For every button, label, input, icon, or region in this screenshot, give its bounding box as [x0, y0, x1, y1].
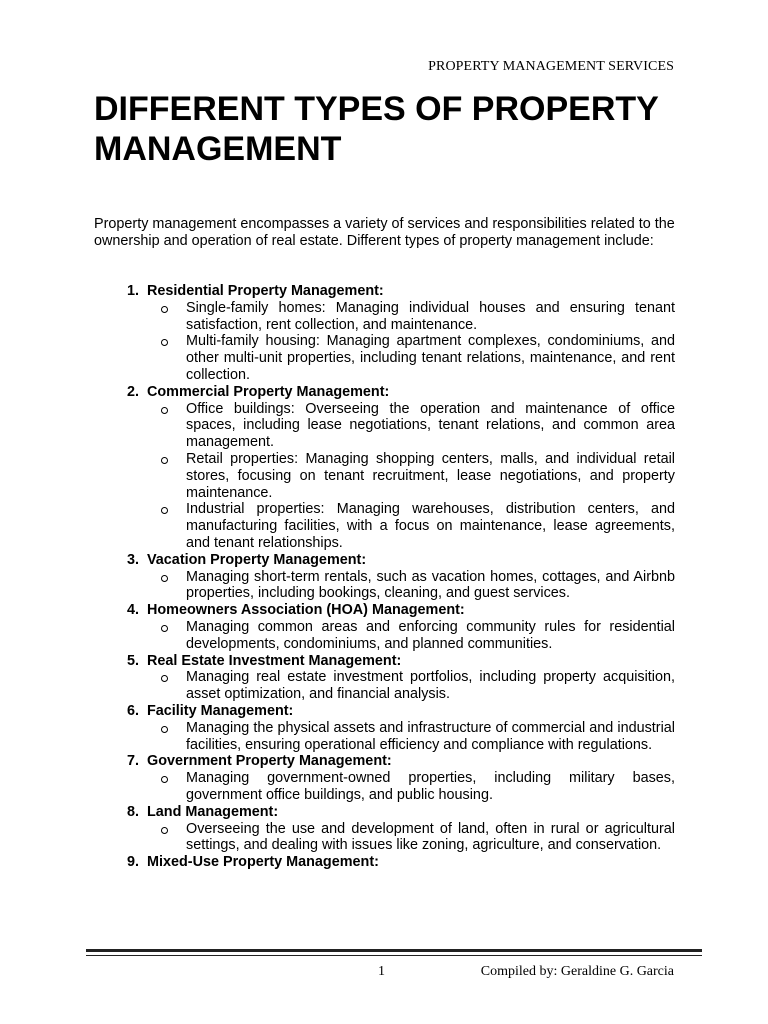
sublist-text: Single-family homes: Managing individual houses and ensuring tenant satisfaction, rent collection, and maintenance.	[186, 299, 675, 333]
section-number: 7.	[126, 753, 139, 770]
circle-bullet-icon	[94, 821, 186, 855]
section-label: Land Management:	[147, 803, 279, 820]
circle-bullet-icon	[94, 333, 186, 383]
section-sublist	[94, 401, 675, 552]
section-label: Homeowners Association (HOA) Management:	[147, 602, 465, 619]
spacer	[139, 653, 147, 670]
section-heading	[94, 384, 675, 401]
section-label: Vacation Property Management:	[147, 551, 367, 568]
section-sublist	[94, 619, 675, 653]
spacer	[139, 804, 147, 821]
section-heading	[94, 854, 675, 871]
circle-bullet-icon	[94, 619, 186, 653]
sublist-item	[94, 300, 675, 334]
section-sublist	[94, 770, 675, 804]
sublist-item	[94, 333, 675, 383]
page-number: 1	[378, 964, 385, 979]
spacer	[139, 703, 147, 720]
sublist-text: Overseeing the use and development of land, often in rural or agricultural settings, and dealing with issues like zoning, agriculture, and conservation.	[186, 820, 675, 854]
section-item	[94, 703, 675, 753]
section-number: 2.	[126, 383, 139, 400]
section-item	[94, 804, 675, 854]
circle-bullet-icon	[94, 569, 186, 603]
section-item	[94, 753, 675, 803]
sublist-text: Managing common areas and enforcing community rules for residential developments, condominiums, and planned communities.	[186, 618, 675, 652]
circle-bullet-icon	[94, 501, 186, 551]
page-title: DIFFERENT TYPES OF PROPERTY MANAGEMENT	[94, 90, 659, 168]
section-item	[94, 384, 675, 552]
section-label: Mixed-Use Property Management:	[147, 854, 379, 871]
section-heading	[94, 552, 675, 569]
section-label: Residential Property Management:	[147, 283, 384, 299]
section-label: Commercial Property Management:	[147, 383, 390, 400]
section-sublist	[94, 569, 675, 603]
spacer	[139, 753, 147, 770]
sublist-item	[94, 501, 675, 551]
footer-rule-thick	[86, 949, 702, 952]
section-item	[94, 602, 675, 652]
sublist-item	[94, 770, 675, 804]
sublist-item	[94, 401, 675, 451]
spacer	[139, 384, 147, 401]
section-number: 1.	[126, 283, 139, 299]
section-heading	[94, 283, 675, 300]
section-heading	[94, 804, 675, 821]
property-types-list	[94, 283, 675, 871]
section-number: 3.	[126, 551, 139, 568]
spacer	[139, 283, 147, 300]
section-item	[94, 854, 675, 871]
section-number: 4.	[126, 602, 139, 619]
sublist-text: Industrial properties: Managing warehouses, distribution centers, and manufacturing facilities, with a focus on maintenance, lease agreements, and tenant relationships.	[186, 501, 675, 551]
intro-paragraph: Property management encompasses a variety of services and responsibilities related to the ownership and operation of real estate. Different types of property management include:	[94, 216, 675, 249]
spacer	[139, 552, 147, 569]
section-label: Facility Management:	[147, 702, 294, 719]
circle-bullet-icon	[94, 401, 186, 451]
circle-bullet-icon	[94, 770, 186, 804]
section-number: 5.	[126, 652, 139, 669]
sublist-item	[94, 669, 675, 703]
sublist-item	[94, 569, 675, 603]
compiled-by: Compiled by: Geraldine G. Garcia	[480, 964, 674, 979]
section-sublist	[94, 669, 675, 703]
sublist-item	[94, 619, 675, 653]
section-sublist	[94, 821, 675, 855]
circle-bullet-icon	[94, 300, 186, 334]
section-heading	[94, 653, 675, 670]
spacer	[139, 854, 147, 871]
sublist-text: Managing the physical assets and infrastructure of commercial and industrial facilities, ensuring operational efficiency and compliance with regulations.	[186, 719, 675, 753]
sublist-text: Managing real estate investment portfolios, including property acquisition, asset optimization, and financial analysis.	[186, 669, 675, 703]
spacer	[139, 602, 147, 619]
section-item	[94, 552, 675, 602]
section-heading	[94, 602, 675, 619]
running-header: PROPERTY MANAGEMENT SERVICES	[428, 59, 674, 74]
circle-bullet-icon	[94, 451, 186, 501]
section-label: Real Estate Investment Management:	[147, 652, 402, 669]
section-label: Government Property Management:	[147, 753, 392, 770]
circle-bullet-icon	[94, 720, 186, 754]
sublist-item	[94, 451, 675, 501]
section-number: 9.	[126, 854, 139, 871]
section-sublist	[94, 300, 675, 384]
section-number: 6.	[126, 702, 139, 719]
section-heading	[94, 703, 675, 720]
sublist-text: Managing short-term rentals, such as vacation homes, cottages, and Airbnb properties, including bookings, cleaning, and guest services.	[186, 568, 675, 602]
section-heading	[94, 753, 675, 770]
section-number: 8.	[126, 803, 139, 820]
section-item	[94, 653, 675, 703]
circle-bullet-icon	[94, 669, 186, 703]
sublist-text: Retail properties: Managing shopping centers, malls, and individual retail stores, focusing on tenant recruitment, lease negotiations, and property maintenance.	[186, 450, 675, 501]
sublist-item	[94, 821, 675, 855]
section-sublist	[94, 720, 675, 754]
sublist-item	[94, 720, 675, 754]
sublist-text: Multi-family housing: Managing apartment complexes, condominiums, and other multi-unit properties, including tenant relations, maintenance, and rent collection.	[186, 333, 675, 383]
footer-rule-thin	[86, 955, 702, 956]
sublist-text: Managing government-owned properties, including military bases, government office buildings, and public housing.	[186, 770, 675, 803]
sublist-text: Office buildings: Overseeing the operation and maintenance of office spaces, including lease negotiations, tenant relations, and common area management.	[186, 400, 675, 451]
section-item	[94, 283, 675, 384]
